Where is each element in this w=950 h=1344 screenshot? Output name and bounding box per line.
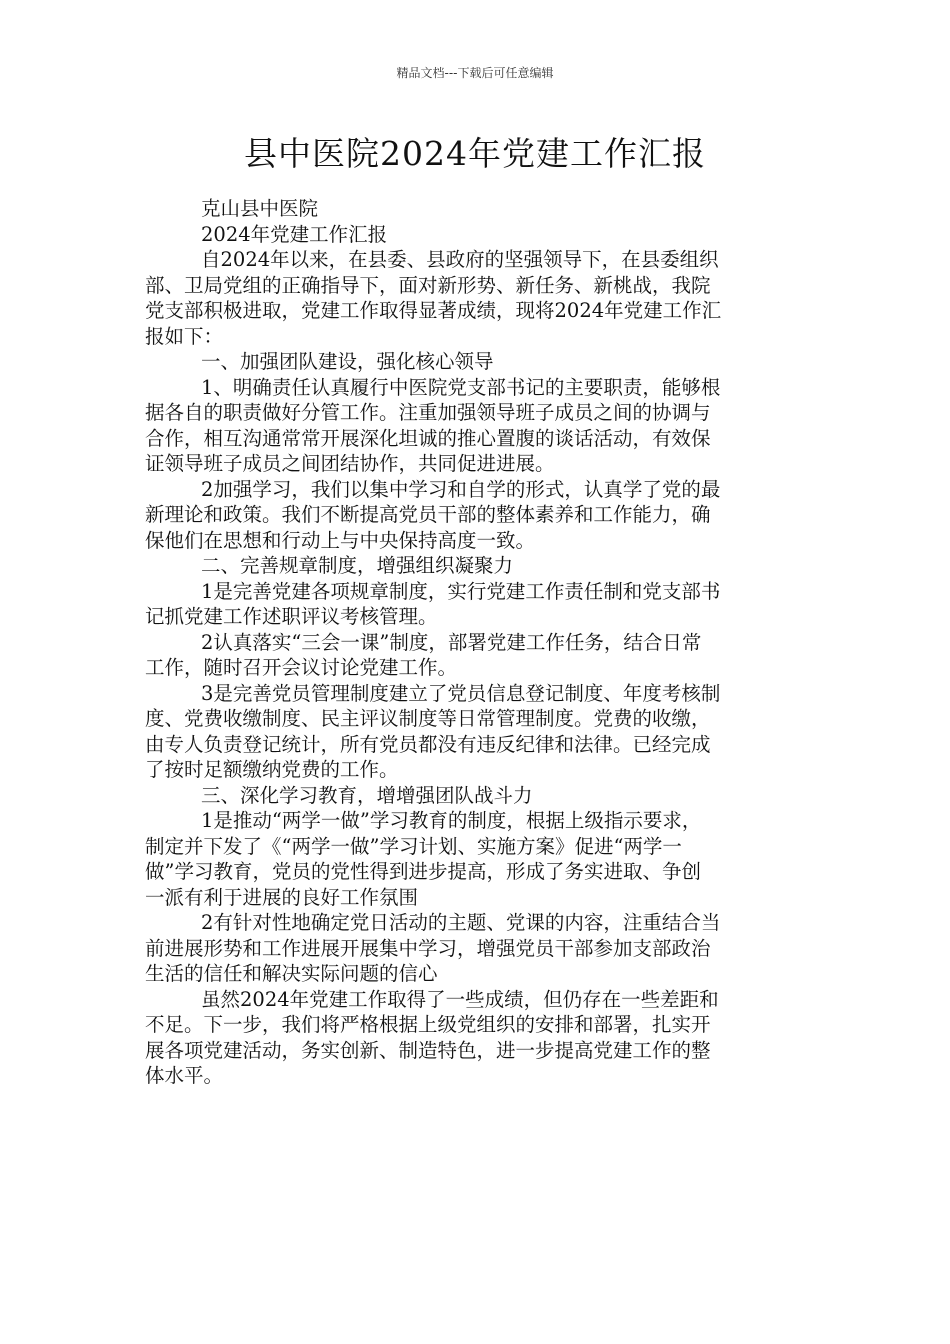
document-body <box>145 196 807 1089</box>
text-line: 克山县中医院 <box>201 197 319 220</box>
text-line: 由专人负责登记统计，所有党员都没有违反纪律和法律。已经完成 <box>145 732 711 756</box>
document-title: 县中医院2024年党建工作汇报 <box>244 134 706 173</box>
text-line: 展各项党建活动，务实创新、制造特色，进一步提高党建工作的整 <box>145 1038 711 1062</box>
text-line: 了按时足额缴纳党费的工作。 <box>145 758 399 781</box>
text-line: 生活的信任和解决实际问题的信心 <box>145 962 438 985</box>
text-line: 1是推动“两学一做”学习教育的制度，根据上级指示要求， <box>201 809 702 832</box>
text-line: 2认真落实“三会一课”制度，部署党建工作任务，结合日常 <box>201 630 702 654</box>
text-line: 体水平。 <box>145 1064 224 1087</box>
text-line: 报如下： <box>145 324 224 348</box>
text-line: 一派有利于进展的良好工作氛围 <box>145 885 419 909</box>
text-line: 合作，相互沟通常常开展深化坦诚的推心置腹的谈话活动，有效保 <box>145 426 711 450</box>
page-header: 精品文档---下载后可任意编辑 <box>396 66 554 80</box>
text-line: 虽然2024年党建工作取得了一些成绩，但仍存在一些差距和 <box>201 987 719 1011</box>
text-line: 做”学习教育，党员的党性得到进步提高，形成了务实进取、争创 <box>145 860 701 883</box>
text-line: 据各自的职责做好分管工作。注重加强领导班子成员之间的协调与 <box>145 401 711 424</box>
text-line: 党支部积极进取，党建工作取得显著成绩，现将2024年党建工作汇 <box>145 299 722 322</box>
text-line: 部、卫局党组的正确指导下，面对新形势、新任务、新桃战，我院 <box>145 273 711 297</box>
text-line: 2加强学习，我们以集中学习和自学的形式，认真学了党的最 <box>201 477 721 501</box>
text-line: 自2024年以来，在县委、县政府的坚强领导下，在县委组织 <box>201 248 719 271</box>
text-line: 证领导班子成员之间团结协作，共同促进进展。 <box>145 452 555 475</box>
text-line: 工作，随时召开会议讨论党建工作。 <box>145 656 458 679</box>
text-line: 记抓党建工作述职评议考核管理。 <box>145 605 438 628</box>
text-line: 保他们在思想和行动上与中央保持高度一致。 <box>145 528 536 552</box>
text-line: 2有针对性地确定党日活动的主题、党课的内容，注重结合当 <box>201 911 721 934</box>
text-line: 三、深化学习教育，增增强团队战斗力 <box>201 783 533 807</box>
text-line: 不足。下一步，我们将严格根据上级党组织的安排和部署，扎实开 <box>145 1013 711 1036</box>
text-line: 度、党费收缴制度、民主评议制度等日常管理制度。党费的收缴， <box>145 707 711 730</box>
text-line: 1、明确责任认真履行中医院党支部书记的主要职责，能够根 <box>201 375 721 399</box>
text-line: 一、加强团队建设，强化核心领导 <box>201 350 494 373</box>
text-line: 制定并下发了《“两学一做”学习计划、实施方案》促进“两学一 <box>145 834 682 858</box>
text-line: 二、完善规章制度，增强组织凝聚力 <box>201 554 514 577</box>
text-line: 新理论和政策。我们不断提高党员干部的整体素养和工作能力，确 <box>145 503 711 526</box>
text-line: 2024年党建工作汇报 <box>201 222 388 246</box>
text-line: 3是完善党员管理制度建立了党员信息登记制度、年度考核制 <box>201 681 721 705</box>
text-line: 前进展形势和工作进展开展集中学习，增强党员干部参加支部政治 <box>145 936 711 960</box>
text-line: 1是完善党建各项规章制度，实行党建工作责任制和党支部书 <box>201 579 721 603</box>
